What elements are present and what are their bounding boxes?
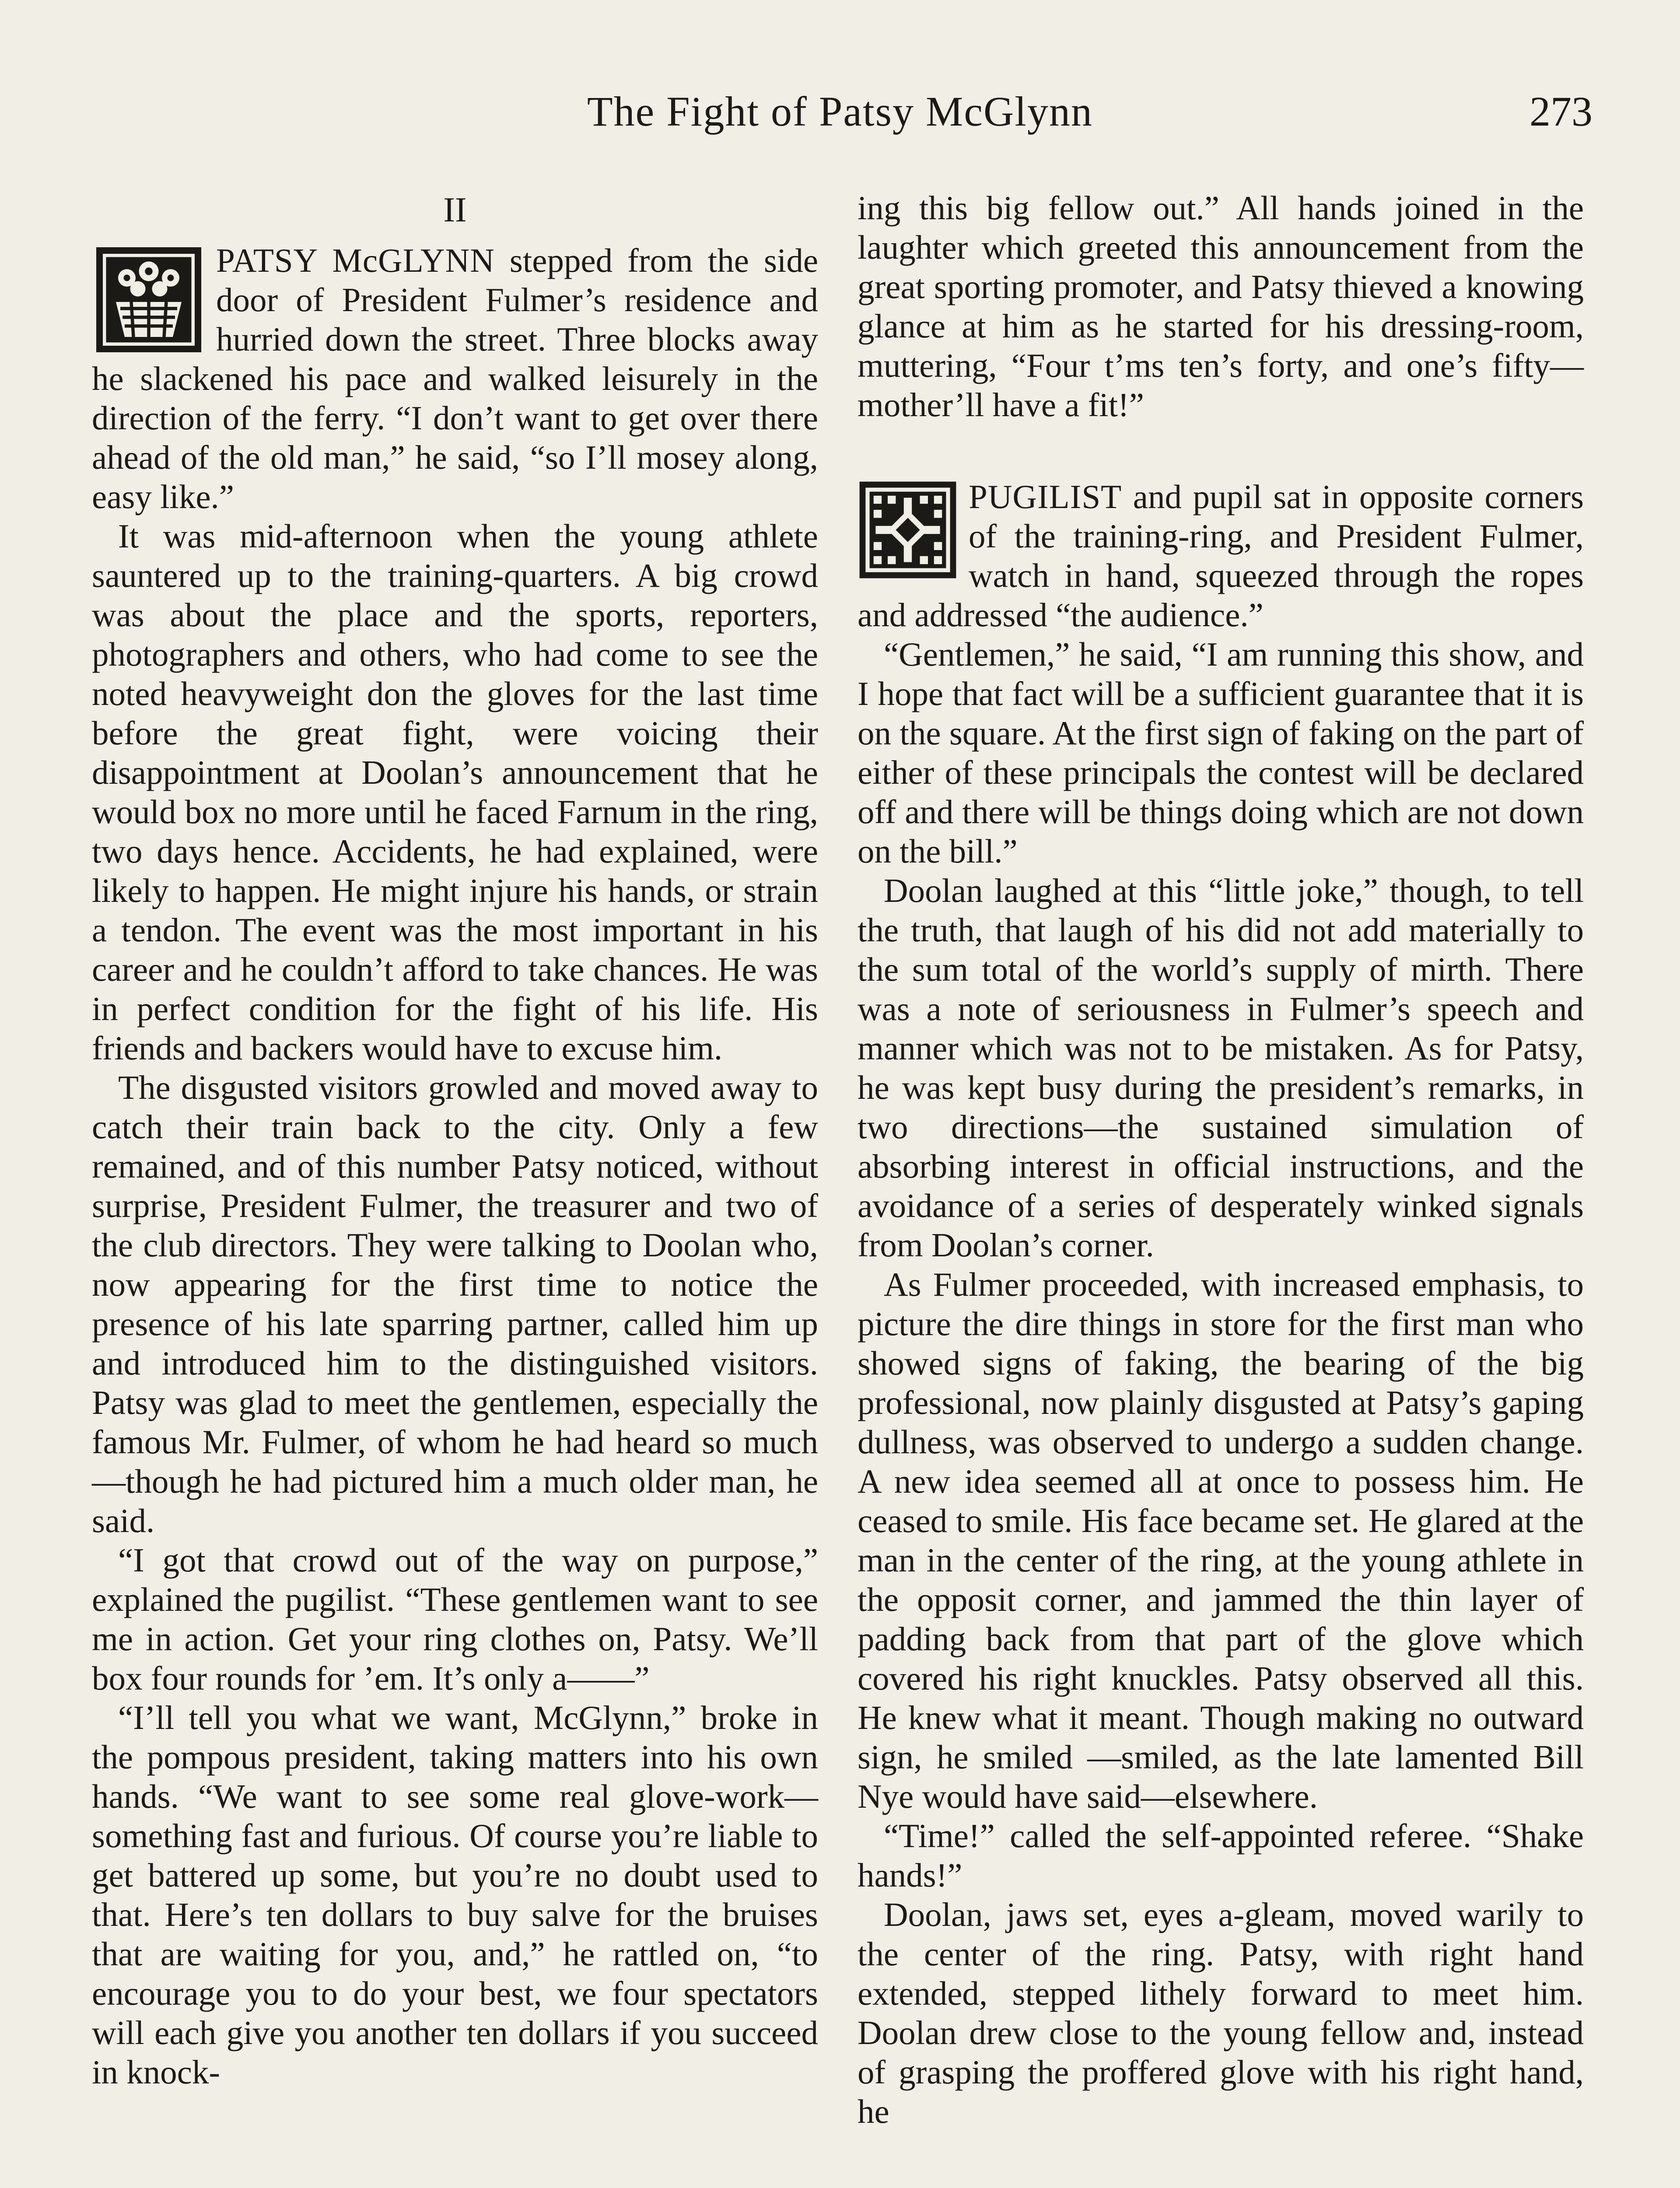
- paragraph-text: stepped from the side door of President Fulmer’s residence and hurried down the street. Three blocks away he slackened his pace and walked leisurely in the direction of the ferry. “I don’t want to get over there ahead of the old man,” he said, “so I’ll mosey along, easy like.”: [92, 242, 818, 515]
- continued-paragraph: ing this big fellow out.” All hands joined in the laughter which greeted this announcement from the great sporting promoter, and Patsy thieved a knowing glance at him as he started for his dressing-room, muttering, “Four t’ms ten’s forty, and one’s fifty— mother’ll have a fit!”: [858, 189, 1584, 424]
- right-column: [858, 188, 1584, 2131]
- paragraph: It was mid-afternoon when the young athlete sauntered up to the training-quarters. A big crowd was about the place and the sports, reporters, photographers and others, who had come to see the noted heavyweight don the gloves for the last time before the great fight, were voicing their disappointment at Doolan’s announcement that he would box no more until he faced Farnum in the ring, two days hence. Accidents, he had explained, were likely to happen. He might injure his hands, or strain a tendon. The event was the most important in his career and he couldn’t afford to take chances. He was in perfect condition for the fight of his life. His friends and backers would have to excuse him.: [92, 517, 818, 1067]
- paragraph-text: and pupil sat in opposite corners of the training-ring, and President Fulmer, watch in hand, squeezed through the ropes and addressed “the audience.”: [858, 478, 1584, 634]
- paragraph: Doolan, jaws set, eyes a-gleam, moved warily to the center of the ring. Patsy, with right hand extended, stepped lithely forward to meet him. Doolan drew close to the young fellow and, instead of grasping the proffered glove with his right hand, he: [858, 1896, 1584, 2130]
- page-number: 273: [1530, 88, 1592, 135]
- section-opening-paragraph: [858, 477, 1584, 635]
- paragraph: “I got that crowd out of the way on purpose,” explained the pugilist. “These gentlemen want to see me in action. Get your ring clothes on, Patsy. We’ll box four rounds for ’em. It’s only a——”: [92, 1541, 818, 1697]
- paragraph: “I’ll tell you what we want, McGlynn,” broke in the pompous president, taking matters into his own hands. “We want to see some real glove-work—something fast and furious. Of course you’re liable to get battered up some, but you’re no doubt used to that. Here’s ten dollars to buy salve for the bruises that are waiting for you, and,” he rattled on, “to encourage you to do your best, we four spectators will each give you another ten dollars if you succeed in knock-: [92, 1699, 818, 2091]
- lead-caps: PATSY McGLYNN: [216, 242, 495, 279]
- lattice-ornament-icon: [858, 480, 958, 580]
- running-head: [88, 88, 1592, 136]
- left-column: [92, 188, 818, 2092]
- paragraph: As Fulmer proceeded, with increased emphasis, to picture the dire things in store for the first man who showed signs of faking, the bearing of the big professional, now plainly disgusted at Patsy’s gaping dullness, was observed to undergo a sudden change. A new idea seemed all at once to possess him. He ceased to smile. His face became set. He glared at the man in the center of the ring, at the young athlete in the opposit corner, and jammed the thin layer of padding back from that part of the glove which covered his right knuckles. Patsy observed all this. He knew what it meant. Though making no outward sign, he smiled —smiled, as the late lamented Bill Nye would have said—elsewhere.: [858, 1266, 1584, 1815]
- page-title: The Fight of Patsy McGlynn: [587, 88, 1093, 135]
- lead-caps: PUGILIST: [969, 478, 1122, 515]
- paragraph: Doolan laughed at this “little joke,” though, to tell the truth, that laugh of his did not add materially to the sum total of the world’s supply of mirth. There was a note of seriousness in Fulmer’s speech and manner which was not to be mistaken. As for Patsy, he was kept busy during the president’s remarks, in two directions—the sustained simulation of absorbing interest in official instructions, and the avoidance of a series of desperately winked signals from Doolan’s corner.: [858, 872, 1584, 1264]
- flower-basket-ornament-icon: [92, 245, 206, 354]
- section-break: [858, 424, 1584, 477]
- paragraph: “Gentlemen,” he said, “I am running this show, and I hope that fact will be a sufficient guarantee that it is on the square. At the first sign of faking on the part of either of these principals the contest will be declared off and there will be things doing which are not down on the bill.”: [858, 635, 1584, 870]
- opening-paragraph: [92, 241, 818, 516]
- paragraph: The disgusted visitors growled and moved away to catch their train back to the city. Only a few remained, and of this number Patsy noticed, without surprise, President Fulmer, the treasurer and two of the club directors. They were talking to Doolan who, now appearing for the first time to notice the presence of his late sparring partner, called him up and introduced him to the distinguished visitors. Patsy was glad to meet the gentlemen, especially the famous Mr. Fulmer, of whom he had heard so much —though he had pictured him a much older man, he said.: [92, 1069, 818, 1539]
- section-numeral: II: [443, 191, 467, 229]
- paragraph: “Time!” called the self-appointed referee. “Shake hands!”: [858, 1817, 1584, 1894]
